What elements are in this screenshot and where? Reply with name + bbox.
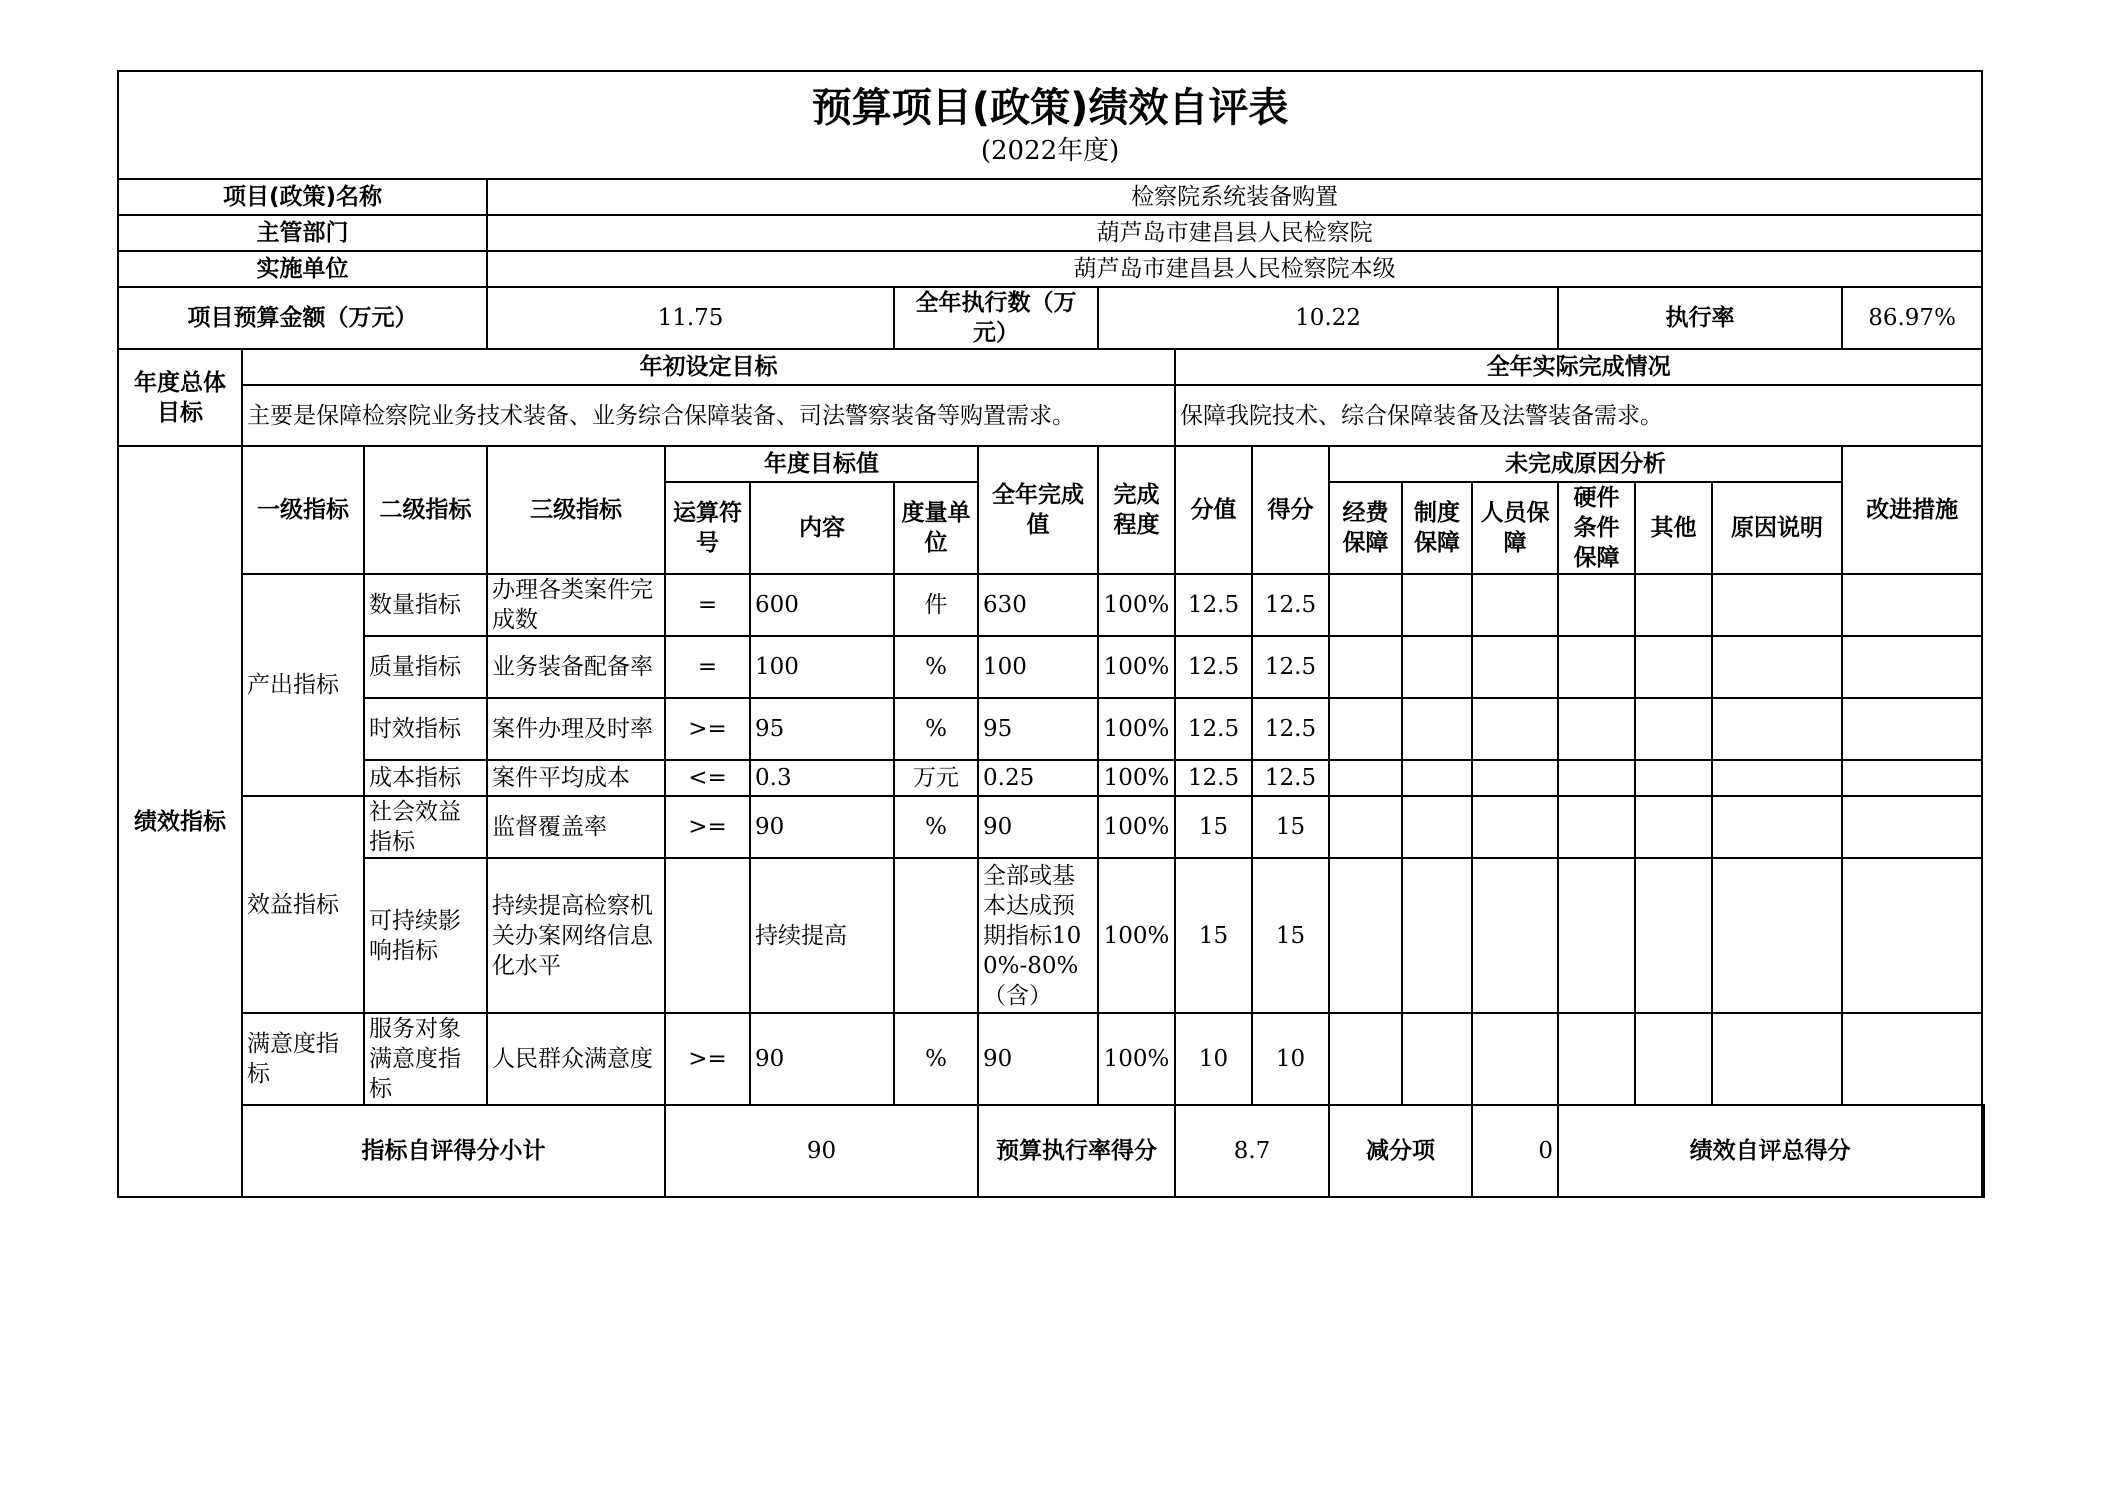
row-unit: % xyxy=(894,636,978,698)
row-actual: 100 xyxy=(978,636,1098,698)
header-degree: 完成程度 xyxy=(1098,446,1175,574)
row-score: 12.5 xyxy=(1252,698,1329,760)
header-reason-funding: 经费保障 xyxy=(1329,482,1402,574)
row-degree: 100% xyxy=(1098,1013,1175,1105)
table-row xyxy=(118,858,1984,1013)
row-unit: 件 xyxy=(894,574,978,636)
unit-value: 葫芦岛市建昌县人民检察院本级 xyxy=(487,251,1982,287)
row-score: 12.5 xyxy=(1252,760,1329,796)
row-level3: 案件办理及时率 xyxy=(487,698,665,760)
header-content: 内容 xyxy=(750,482,894,574)
row-level2: 时效指标 xyxy=(364,698,487,760)
header-reason-system: 制度保障 xyxy=(1402,482,1472,574)
row-actual: 全部或基本达成预期指标100%-80%（含） xyxy=(978,858,1098,1013)
header-level3: 三级指标 xyxy=(487,446,665,574)
header-target-group: 年度目标值 xyxy=(665,446,978,482)
row-level2: 服务对象满意度指标 xyxy=(364,1013,487,1105)
dept-label: 主管部门 xyxy=(118,215,487,251)
row-level3: 人民群众满意度 xyxy=(487,1013,665,1105)
header-actual: 全年完成值 xyxy=(978,446,1098,574)
goal-planned-header: 年初设定目标 xyxy=(242,349,1175,385)
header-reason-other: 其他 xyxy=(1635,482,1712,574)
row-score: 12.5 xyxy=(1252,574,1329,636)
deduct-value: 0 xyxy=(1472,1105,1558,1197)
row-weight: 12.5 xyxy=(1175,698,1252,760)
row-content: 90 xyxy=(750,1013,894,1105)
row-content: 持续提高 xyxy=(750,858,894,1013)
row-operator: >= xyxy=(665,1013,750,1105)
row-operator: >= xyxy=(665,698,750,760)
row-level3: 办理各类案件完成数 xyxy=(487,574,665,636)
goal-label: 年度总体目标 xyxy=(118,349,242,446)
row-weight: 12.5 xyxy=(1175,636,1252,698)
row-content: 600 xyxy=(750,574,894,636)
row-weight: 12.5 xyxy=(1175,760,1252,796)
exec-label: 全年执行数（万元） xyxy=(894,287,1098,349)
total-label: 绩效自评总得分 xyxy=(1558,1105,1982,1197)
row-score: 12.5 xyxy=(1252,636,1329,698)
row-level3: 案件平均成本 xyxy=(487,760,665,796)
rate-label: 执行率 xyxy=(1558,287,1842,349)
table-row xyxy=(118,636,1984,698)
row-content: 95 xyxy=(750,698,894,760)
table-row xyxy=(118,1013,1984,1105)
row-weight: 12.5 xyxy=(1175,574,1252,636)
header-level1: 一级指标 xyxy=(242,446,364,574)
header-weight: 分值 xyxy=(1175,446,1252,574)
header-unit: 度量单位 xyxy=(894,482,978,574)
row-unit: % xyxy=(894,1013,978,1105)
table-row xyxy=(118,760,1984,796)
row-operator xyxy=(665,858,750,1013)
row-weight: 15 xyxy=(1175,858,1252,1013)
header-operator: 运算符号 xyxy=(665,482,750,574)
unit-label: 实施单位 xyxy=(118,251,487,287)
row-level2: 可持续影响指标 xyxy=(364,858,487,1013)
row-weight: 15 xyxy=(1175,796,1252,858)
row-actual: 90 xyxy=(978,1013,1098,1105)
row-degree: 100% xyxy=(1098,698,1175,760)
row-actual: 95 xyxy=(978,698,1098,760)
table-row xyxy=(118,574,1984,636)
budget-value: 11.75 xyxy=(487,287,894,349)
row-degree: 100% xyxy=(1098,574,1175,636)
exec-value: 10.22 xyxy=(1098,287,1558,349)
header-reason-hardware: 硬件条件保障 xyxy=(1558,482,1635,574)
header-level2: 二级指标 xyxy=(364,446,487,574)
row-score: 15 xyxy=(1252,796,1329,858)
page-subtitle: (2022年度) xyxy=(980,136,1120,166)
row-level3: 监督覆盖率 xyxy=(487,796,665,858)
row-operator: >= xyxy=(665,796,750,858)
group-satisfaction: 满意度指标 xyxy=(242,1013,364,1105)
row-content: 100 xyxy=(750,636,894,698)
title-cell xyxy=(118,71,1982,179)
row-content: 90 xyxy=(750,796,894,858)
row-degree: 100% xyxy=(1098,858,1175,1013)
rate-value: 86.97% xyxy=(1842,287,1982,349)
row-actual: 630 xyxy=(978,574,1098,636)
project-name-label: 项目(政策)名称 xyxy=(118,179,487,215)
header-improve: 改进措施 xyxy=(1842,446,1982,574)
row-score: 10 xyxy=(1252,1013,1329,1105)
subtotal-label: 指标自评得分小计 xyxy=(242,1105,665,1197)
row-level3: 业务装备配备率 xyxy=(487,636,665,698)
group-benefit: 效益指标 xyxy=(242,796,364,1013)
header-reason-desc: 原因说明 xyxy=(1712,482,1842,574)
exec-score-label: 预算执行率得分 xyxy=(978,1105,1175,1197)
row-weight: 10 xyxy=(1175,1013,1252,1105)
budget-label: 项目预算金额（万元） xyxy=(118,287,487,349)
row-unit: 万元 xyxy=(894,760,978,796)
row-unit: % xyxy=(894,796,978,858)
exec-score-value: 8.7 xyxy=(1175,1105,1329,1197)
group-output: 产出指标 xyxy=(242,574,364,796)
goal-planned-text: 主要是保障检察院业务技术装备、业务综合保障装备、司法警察装备等购置需求。 xyxy=(242,385,1175,446)
row-operator: <= xyxy=(665,760,750,796)
row-level2: 社会效益指标 xyxy=(364,796,487,858)
goal-actual-header: 全年实际完成情况 xyxy=(1175,349,1982,385)
project-name-value: 检察院系统装备购置 xyxy=(487,179,1982,215)
deduct-label: 减分项 xyxy=(1329,1105,1472,1197)
row-actual: 0.25 xyxy=(978,760,1098,796)
row-unit xyxy=(894,858,978,1013)
goal-actual-text: 保障我院技术、综合保障装备及法警装备需求。 xyxy=(1175,385,1982,446)
subtotal-value: 90 xyxy=(665,1105,978,1197)
dept-value: 葫芦岛市建昌县人民检察院 xyxy=(487,215,1982,251)
page-title: 预算项目(政策)绩效自评表 xyxy=(811,85,1289,131)
row-level2: 成本指标 xyxy=(364,760,487,796)
row-content: 0.3 xyxy=(750,760,894,796)
row-score: 15 xyxy=(1252,858,1329,1013)
row-level2: 质量指标 xyxy=(364,636,487,698)
row-operator: = xyxy=(665,636,750,698)
table-row xyxy=(118,796,1984,858)
indicators-section-label: 绩效指标 xyxy=(118,446,242,1197)
table-row xyxy=(118,698,1984,760)
row-unit: % xyxy=(894,698,978,760)
header-reason-group: 未完成原因分析 xyxy=(1329,446,1842,482)
row-level3: 持续提高检察机关办案网络信息化水平 xyxy=(487,858,665,1013)
row-degree: 100% xyxy=(1098,796,1175,858)
self-evaluation-table xyxy=(117,70,1985,1198)
row-degree: 100% xyxy=(1098,636,1175,698)
row-degree: 100% xyxy=(1098,760,1175,796)
total-value xyxy=(1982,1105,1984,1197)
row-level2: 数量指标 xyxy=(364,574,487,636)
row-operator: = xyxy=(665,574,750,636)
header-reason-staff: 人员保障 xyxy=(1472,482,1558,574)
row-actual: 90 xyxy=(978,796,1098,858)
header-score: 得分 xyxy=(1252,446,1329,574)
